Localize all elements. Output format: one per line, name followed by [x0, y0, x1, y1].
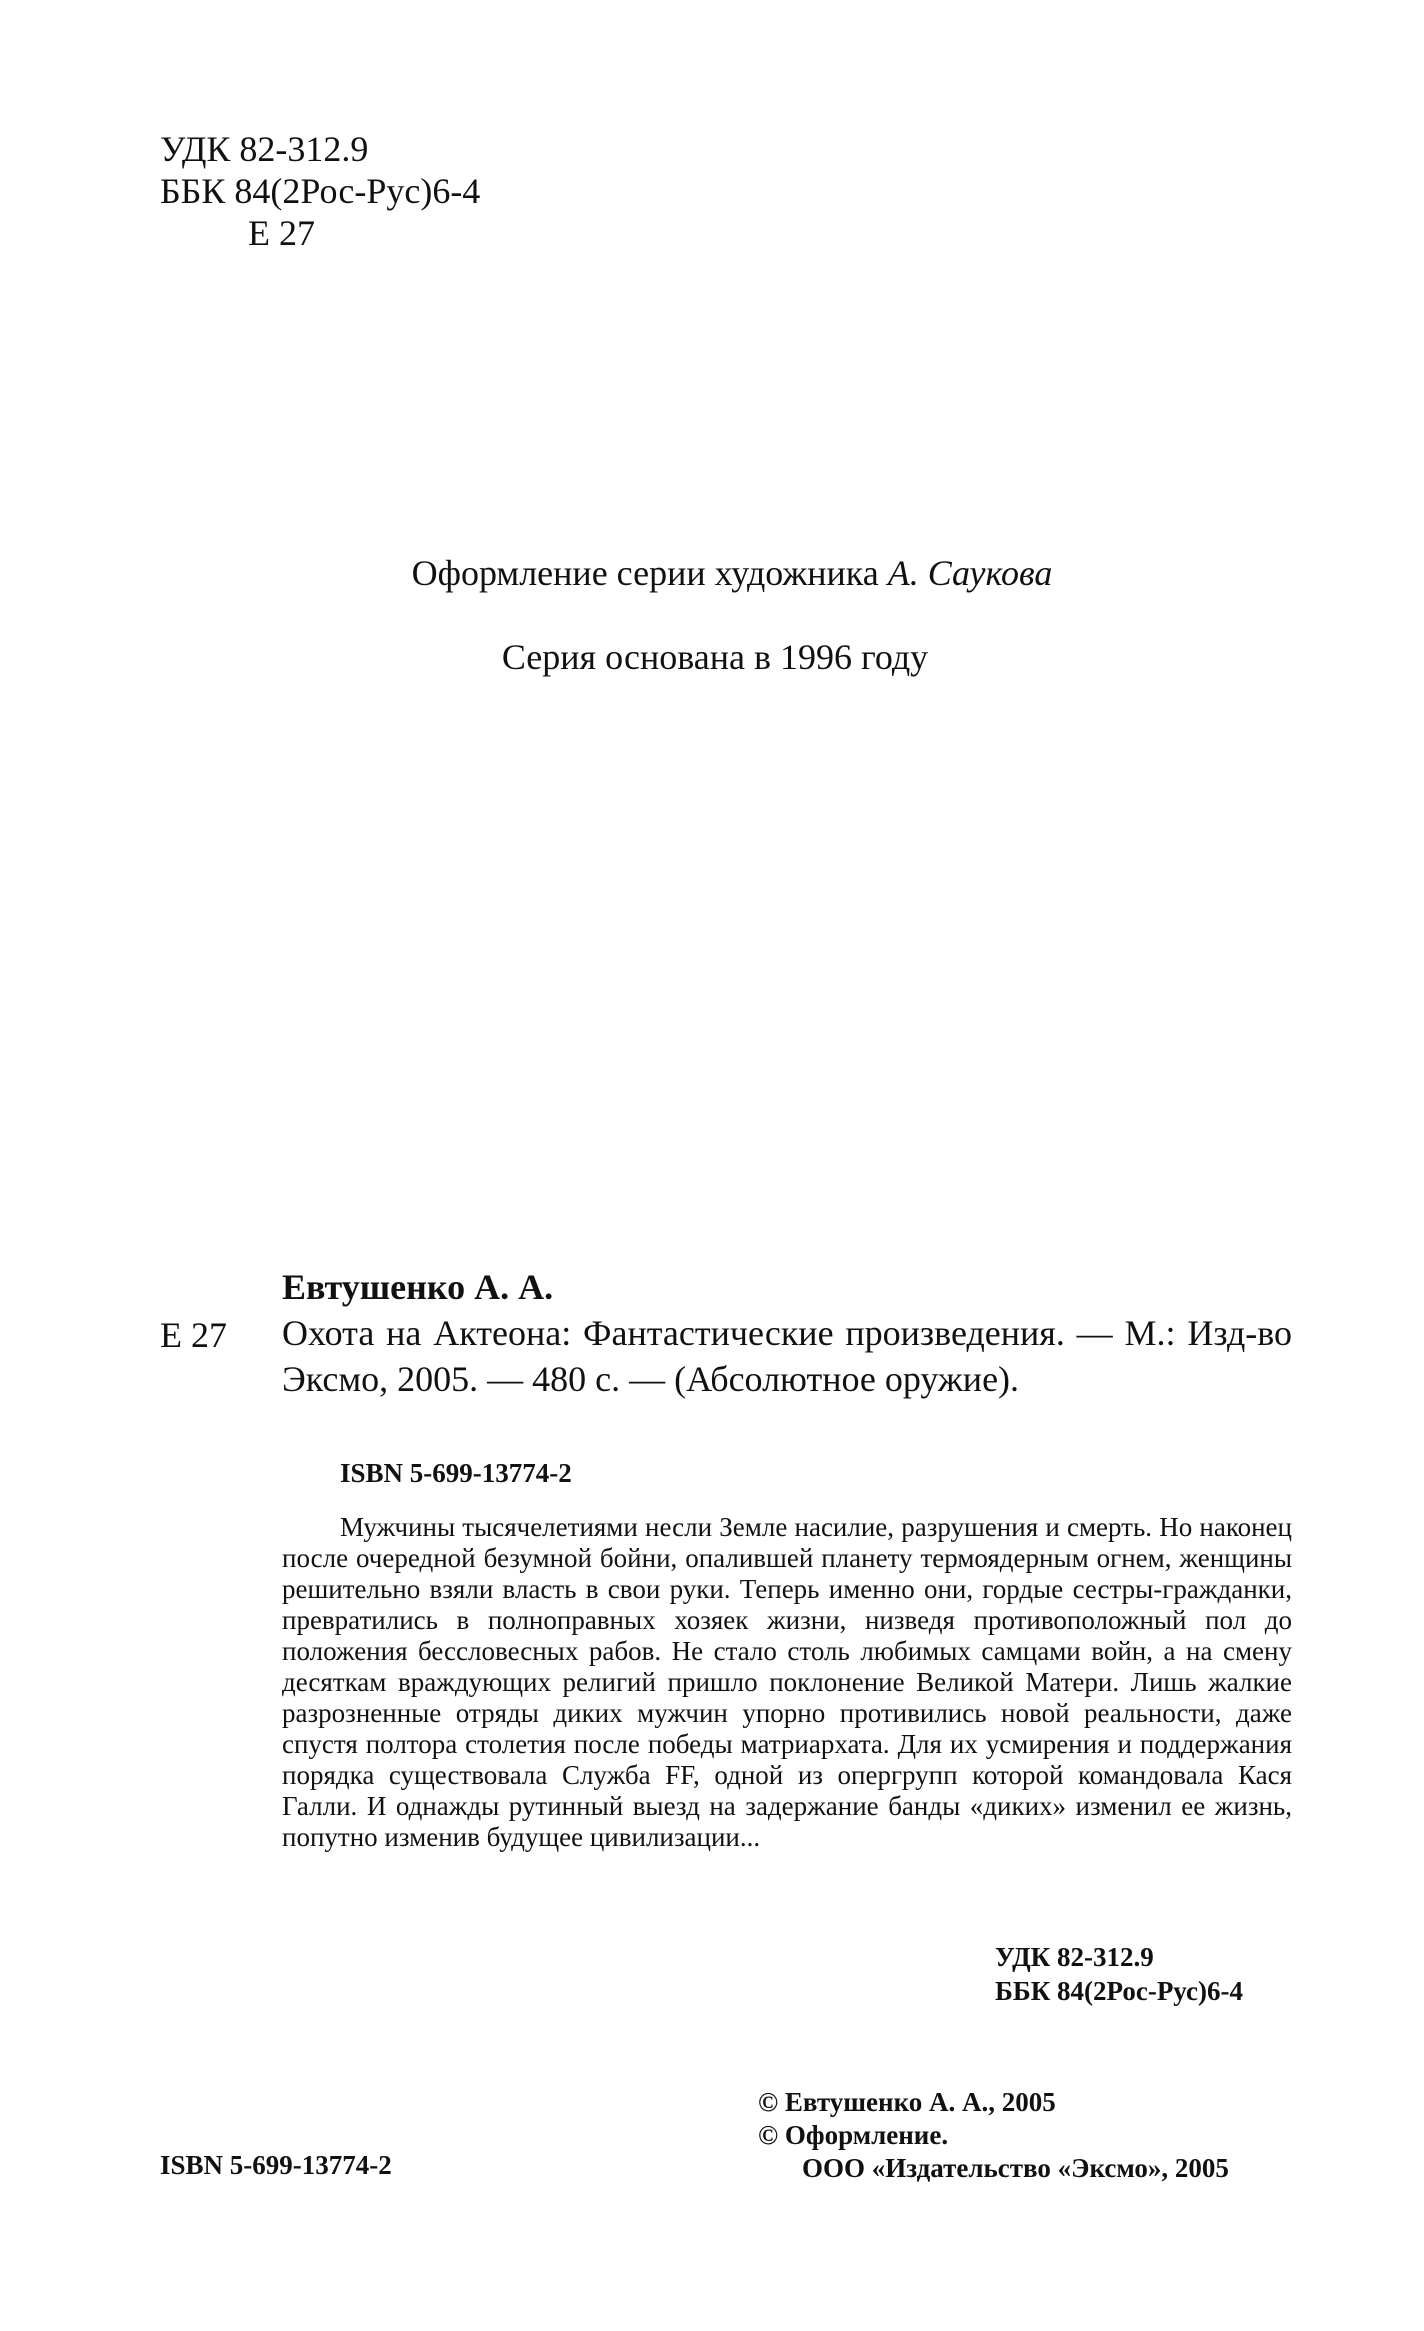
series-design-line	[0, 552, 1424, 594]
copyright-publisher: ООО «Издательство «Эксмо», 2005	[802, 2153, 1229, 2183]
annotation-paragraph: Мужчины тысячелетиями несли Земле насилие, разрушения и смерть. Но наконец после очередной безумной бойни, опалившей планету термоядерным огнем, женщины решительно взяли власть в свои руки. Теперь именно они, гордые сестры-гражданки, превратились в полноправных хозяек жизни, низведя противоположный пол до положения бессловесных рабов. Не стало столь любимых самцами войн, а на смену десяткам враждующих религий пришло поклонение Великой Матери. Лишь жалкие разрозненные отряды диких мужчин упорно противились новой реальности, даже спустя полтора столетия после победы матриархата. Для их усмирения и поддержания порядка существовала Служба FF, одной из опергрупп которой командовала Кася Галли. И однажды рутинный выезд на задержание банды «диких» изменил ее жизнь, попутно изменив будущее цивилизации...	[282, 1512, 1292, 1852]
entry-bbk: ББК 84(2Рос-Рус)6-4	[995, 1976, 1243, 2006]
entry-isbn: ISBN 5-699-13774-2	[340, 1458, 572, 1488]
udk-code: УДК 82-312.9	[160, 129, 369, 169]
footer-isbn: ISBN 5-699-13774-2	[160, 2150, 392, 2180]
entry-codes	[995, 1940, 1243, 2008]
author-mark: Е 27	[248, 213, 315, 253]
copyright-design: © Оформление.	[758, 2120, 949, 2150]
bbk-code: ББК 84(2Рос-Рус)6-4	[160, 171, 481, 211]
classification-block	[160, 128, 480, 254]
series-design-artist: А. Саукова	[887, 553, 1053, 593]
bibliographic-description: Охота на Актеона: Фантастические произведения. — М.: Изд-во Эксмо, 2005. — 480 с. — (Абсолютное оружие).	[282, 1313, 1292, 1399]
entry-author: Евтушенко А. А.	[282, 1267, 554, 1307]
entry-author-mark: Е 27	[160, 1315, 227, 1355]
copyright-block	[758, 2086, 1229, 2185]
series-founded-line: Серия основана в 1996 году	[501, 637, 929, 677]
entry-udk: УДК 82-312.9	[995, 1942, 1154, 1972]
series-design-prefix: Оформление серии художника	[411, 553, 888, 593]
copyright-author: © Евтушенко А. А., 2005	[758, 2087, 1056, 2117]
